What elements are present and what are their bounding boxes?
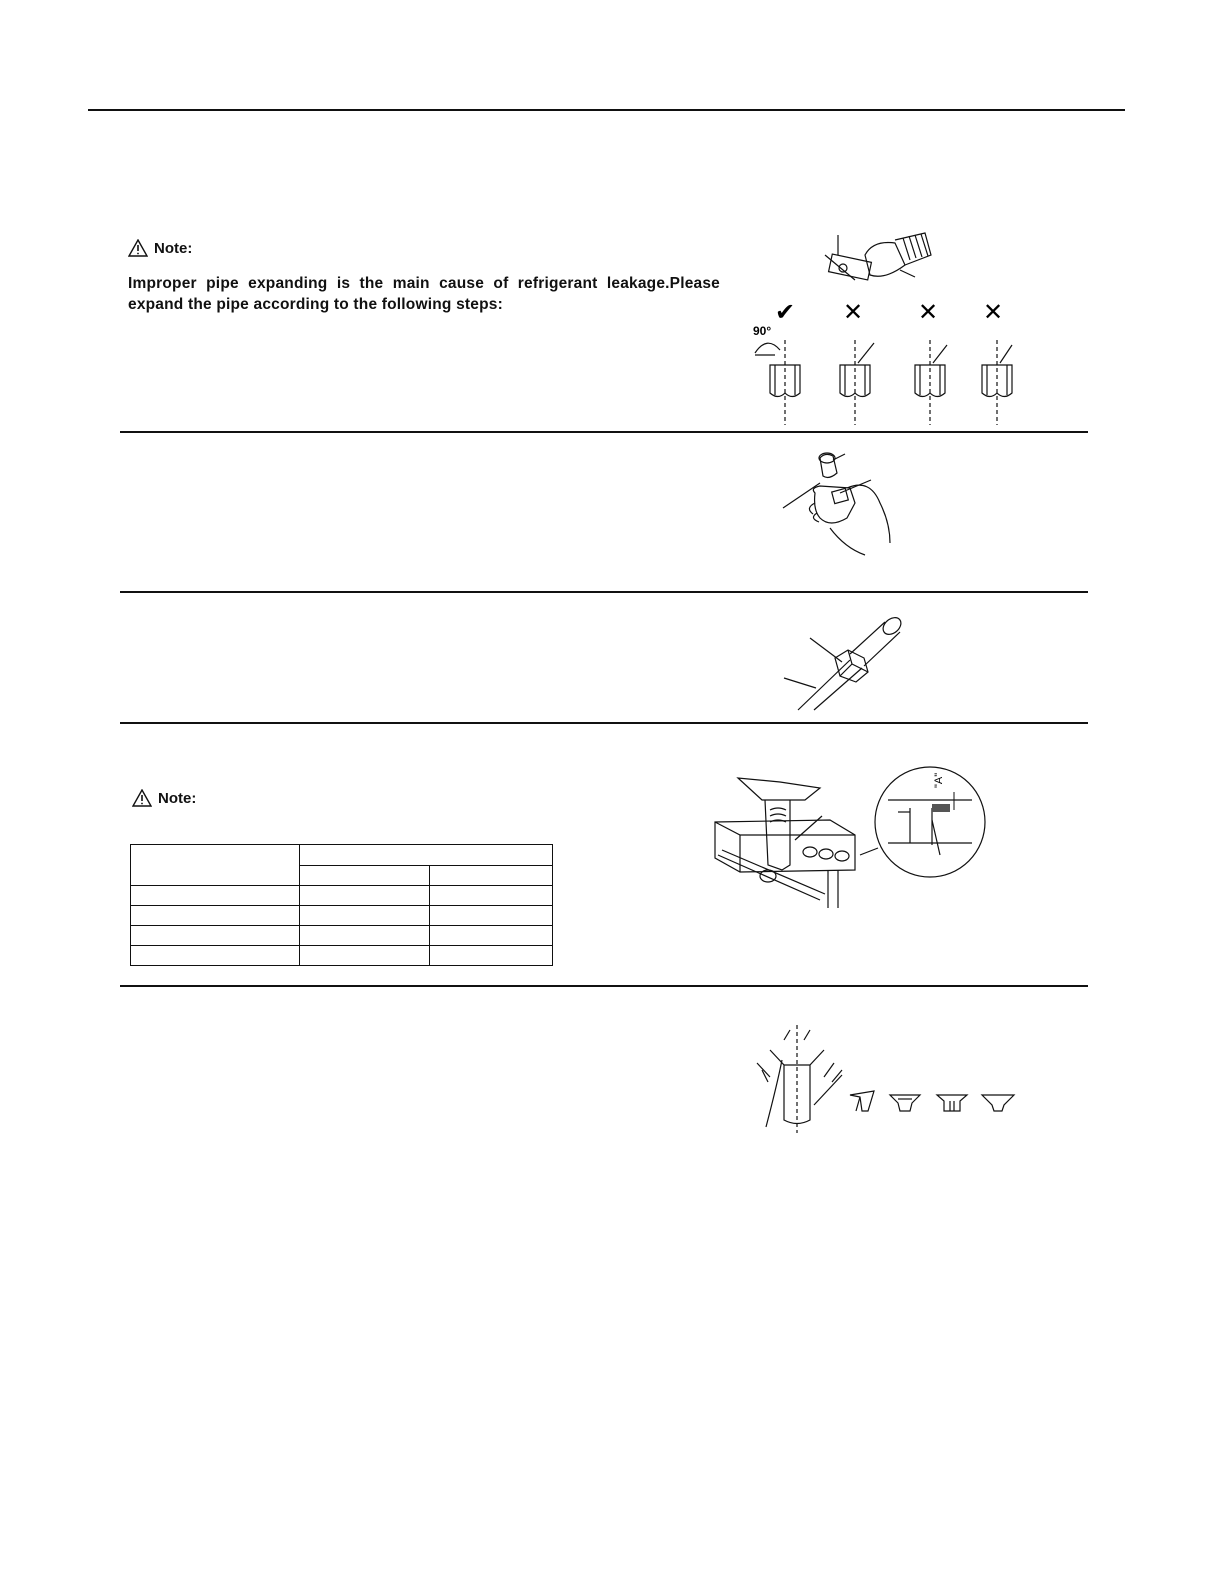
cut-marks [775, 298, 1003, 326]
pipe-cut-figure [745, 225, 1065, 430]
table-cell [430, 946, 553, 966]
table-row [131, 886, 553, 906]
table-header-cell [299, 845, 552, 866]
table-header-cell [430, 865, 553, 886]
flare-protrusion-hatch [932, 804, 950, 812]
table-cell [131, 926, 300, 946]
flare-note [132, 789, 196, 807]
angle-label: 90° [753, 324, 772, 338]
table-cell [131, 886, 300, 906]
table-cell [299, 926, 430, 946]
section-divider [120, 722, 1088, 724]
cut-pipes [755, 340, 1012, 425]
table-cell [131, 946, 300, 966]
table-cell [299, 906, 430, 926]
table-cell [430, 906, 553, 926]
note-label: Note: [158, 789, 197, 807]
note-label: Note: [154, 239, 193, 257]
table-row [131, 906, 553, 926]
table-row [131, 926, 553, 946]
table-header-cell [299, 865, 430, 886]
flare-inspection-figure [752, 1025, 1022, 1135]
table-cell [131, 906, 300, 926]
table-cell [430, 886, 553, 906]
flare-dimension-table [130, 844, 553, 966]
table-cell [430, 926, 553, 946]
warning-icon [132, 789, 152, 807]
warning-icon [128, 239, 148, 257]
intro-paragraph: Improper pipe expanding is the main cause of refrigerant leakage.Please expand the pipe according to the following steps: [128, 275, 720, 313]
table-cell [299, 946, 430, 966]
table-header-row [131, 845, 553, 866]
section-divider [120, 431, 1088, 433]
dimension-label: "A" [933, 772, 945, 788]
cross-mark-icon: ✕ [918, 298, 939, 326]
table-cell [299, 886, 430, 906]
section-divider [120, 985, 1088, 987]
top-rule [88, 109, 1125, 111]
flaring-tool-figure [710, 760, 1000, 910]
deburring-figure [775, 448, 915, 563]
section-divider [120, 591, 1088, 593]
cross-mark-icon: ✕ [983, 298, 1004, 326]
cross-mark-icon: ✕ [843, 298, 864, 326]
pipe-cutter-illustration [825, 233, 931, 280]
check-mark-icon: ✔ [775, 298, 796, 326]
table-row [131, 946, 553, 966]
table-header-cell [131, 845, 300, 886]
intro-note [128, 239, 192, 257]
flare-nut-figure [780, 610, 920, 715]
